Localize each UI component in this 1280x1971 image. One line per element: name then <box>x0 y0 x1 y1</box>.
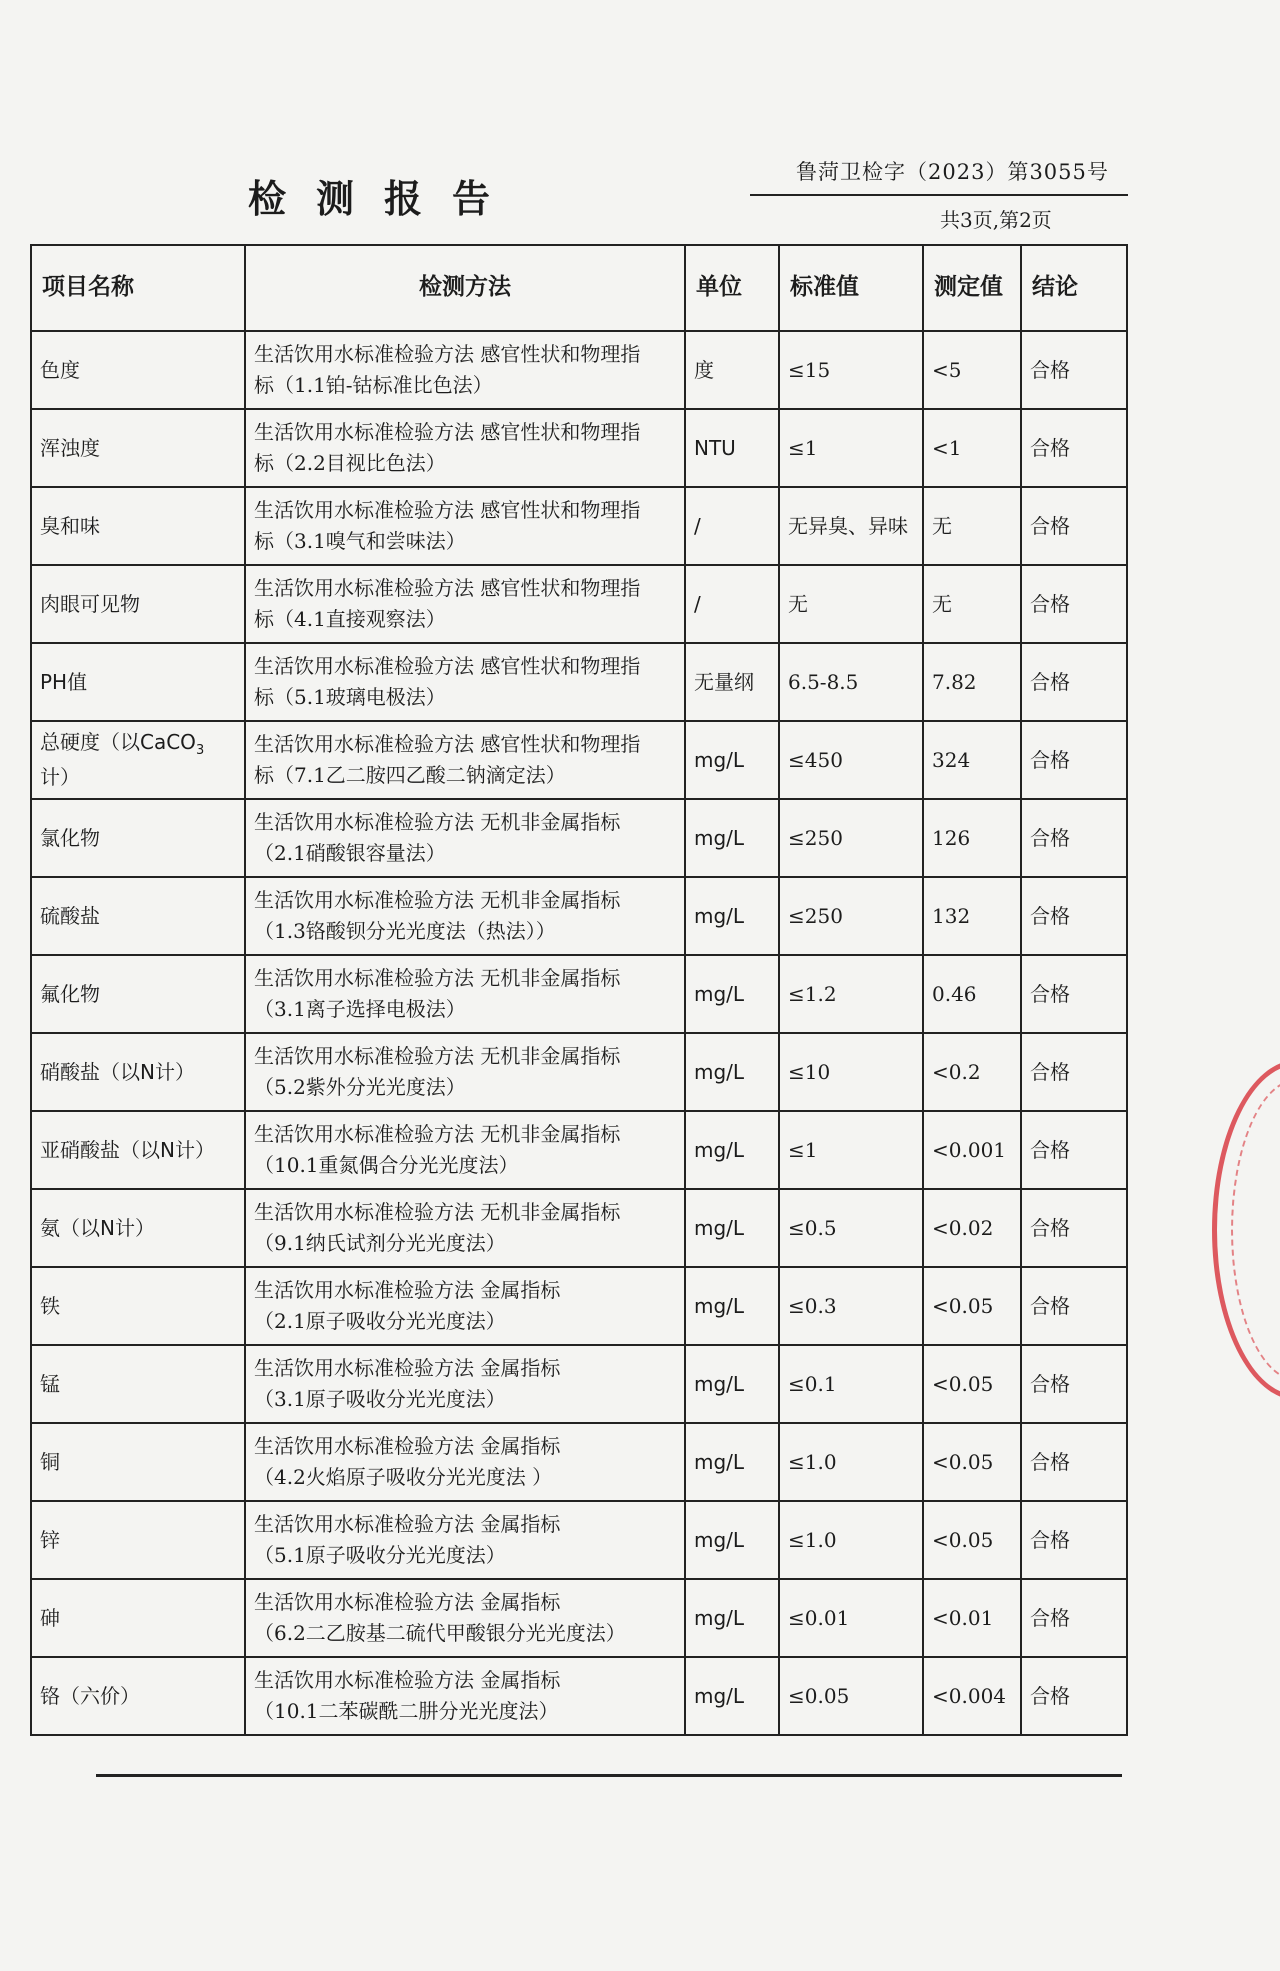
measured-value: <0.2 <box>923 1033 1021 1111</box>
item-name: PH值 <box>31 643 245 721</box>
method-cell <box>245 1423 685 1501</box>
page-indicator: 共3页,第2页 <box>940 208 1052 232</box>
conclusion: 合格 <box>1021 643 1127 721</box>
method-line-2: （6.2二乙胺基二硫代甲酸银分光光度法） <box>254 1621 626 1645</box>
standard-value: ≤250 <box>779 877 923 955</box>
standard-value: ≤0.01 <box>779 1579 923 1657</box>
method-cell <box>245 1657 685 1735</box>
method-line-1: 生活饮用水标准检验方法 金属指标 <box>254 1356 561 1380</box>
item-name: 锰 <box>31 1345 245 1423</box>
method-line-2: 标（4.1直接观察法） <box>254 607 446 631</box>
standard-value: 无 <box>779 565 923 643</box>
table-row <box>31 721 1127 799</box>
item-name: 氨（以N计） <box>31 1189 245 1267</box>
unit: / <box>685 487 779 565</box>
col-header-unit: 单位 <box>685 245 779 331</box>
method-line-1: 生活饮用水标准检验方法 感官性状和物理指 <box>254 654 641 678</box>
measured-value: <0.001 <box>923 1111 1021 1189</box>
method-line-1: 生活饮用水标准检验方法 感官性状和物理指 <box>254 732 641 756</box>
unit: mg/L <box>685 1033 779 1111</box>
method-cell <box>245 1267 685 1345</box>
table-row <box>31 1423 1127 1501</box>
standard-value: ≤0.5 <box>779 1189 923 1267</box>
item-name-prefix: 总硬度（以CaCO <box>40 730 196 755</box>
method-cell <box>245 1111 685 1189</box>
method-cell <box>245 799 685 877</box>
measured-value: 132 <box>923 877 1021 955</box>
method-cell <box>245 643 685 721</box>
seal-inner-ring <box>1231 1079 1280 1381</box>
item-name: 锌 <box>31 1501 245 1579</box>
item-name: 氯化物 <box>31 799 245 877</box>
table-header-row <box>31 245 1127 331</box>
report-title: 检测报告 <box>248 177 521 221</box>
measured-value: <0.05 <box>923 1345 1021 1423</box>
unit: mg/L <box>685 877 779 955</box>
conclusion: 合格 <box>1021 1267 1127 1345</box>
item-name: 铜 <box>31 1423 245 1501</box>
method-line-1: 生活饮用水标准检验方法 感官性状和物理指 <box>254 576 641 600</box>
measured-value: 无 <box>923 487 1021 565</box>
measured-value: <0.004 <box>923 1657 1021 1735</box>
method-cell <box>245 721 685 799</box>
method-line-2: （5.2紫外分光光度法） <box>254 1075 466 1099</box>
standard-value: ≤0.05 <box>779 1657 923 1735</box>
item-name: 臭和味 <box>31 487 245 565</box>
method-line-2: （2.1硝酸银容量法） <box>254 841 446 865</box>
table-row <box>31 1657 1127 1735</box>
col-header-item: 项目名称 <box>31 245 245 331</box>
conclusion: 合格 <box>1021 409 1127 487</box>
measured-value: <0.05 <box>923 1267 1021 1345</box>
item-name: 铁 <box>31 1267 245 1345</box>
unit: 无量纲 <box>685 643 779 721</box>
standard-value: ≤15 <box>779 331 923 409</box>
measured-value: 324 <box>923 721 1021 799</box>
method-line-2: 标（3.1嗅气和尝味法） <box>254 529 466 553</box>
table-row <box>31 1345 1127 1423</box>
conclusion: 合格 <box>1021 721 1127 799</box>
measured-value: 7.82 <box>923 643 1021 721</box>
standard-value: 无异臭、异味 <box>779 487 923 565</box>
table-row <box>31 1267 1127 1345</box>
item-name: 亚硝酸盐（以N计） <box>31 1111 245 1189</box>
standard-value: ≤250 <box>779 799 923 877</box>
method-line-2: （1.3铬酸钡分光光度法（热法）） <box>254 919 556 943</box>
method-cell <box>245 1189 685 1267</box>
method-line-2: 标（7.1乙二胺四乙酸二钠滴定法） <box>254 763 566 787</box>
unit: 度 <box>685 331 779 409</box>
method-line-2: （3.1原子吸收分光光度法） <box>254 1387 506 1411</box>
table-row <box>31 487 1127 565</box>
method-line-2: （5.1原子吸收分光光度法） <box>254 1543 506 1567</box>
table-row <box>31 799 1127 877</box>
table-row <box>31 1501 1127 1579</box>
standard-value: ≤1 <box>779 1111 923 1189</box>
table-row <box>31 1579 1127 1657</box>
method-cell <box>245 1033 685 1111</box>
method-line-1: 生活饮用水标准检验方法 金属指标 <box>254 1668 561 1692</box>
standard-value: ≤450 <box>779 721 923 799</box>
unit: mg/L <box>685 1267 779 1345</box>
conclusion: 合格 <box>1021 877 1127 955</box>
standard-value: ≤0.3 <box>779 1267 923 1345</box>
standard-value: ≤10 <box>779 1033 923 1111</box>
method-line-1: 生活饮用水标准检验方法 金属指标 <box>254 1434 561 1458</box>
unit: mg/L <box>685 1345 779 1423</box>
conclusion: 合格 <box>1021 799 1127 877</box>
measured-value: <0.01 <box>923 1579 1021 1657</box>
unit: mg/L <box>685 1423 779 1501</box>
method-cell <box>245 1345 685 1423</box>
method-line-2: （2.1原子吸收分光光度法） <box>254 1309 506 1333</box>
item-name: 砷 <box>31 1579 245 1657</box>
method-line-1: 生活饮用水标准检验方法 无机非金属指标 <box>254 810 621 834</box>
conclusion: 合格 <box>1021 955 1127 1033</box>
table-row <box>31 955 1127 1033</box>
conclusion: 合格 <box>1021 1111 1127 1189</box>
official-seal <box>1212 1060 1280 1400</box>
unit: mg/L <box>685 955 779 1033</box>
measured-value: <1 <box>923 409 1021 487</box>
unit: mg/L <box>685 1501 779 1579</box>
method-line-2: （4.2火焰原子吸收分光光度法 ） <box>254 1465 553 1489</box>
unit: mg/L <box>685 1111 779 1189</box>
unit: mg/L <box>685 721 779 799</box>
table-row <box>31 643 1127 721</box>
method-line-1: 生活饮用水标准检验方法 金属指标 <box>254 1512 561 1536</box>
table-row <box>31 1033 1127 1111</box>
item-name: 氟化物 <box>31 955 245 1033</box>
standard-value: ≤1.0 <box>779 1423 923 1501</box>
standard-value: ≤1.2 <box>779 955 923 1033</box>
standard-value: ≤1.0 <box>779 1501 923 1579</box>
measured-value: <5 <box>923 331 1021 409</box>
item-name-subscript: 3 <box>195 743 205 759</box>
conclusion: 合格 <box>1021 1345 1127 1423</box>
unit: mg/L <box>685 1657 779 1735</box>
table-row <box>31 409 1127 487</box>
measured-value: <0.02 <box>923 1189 1021 1267</box>
measured-value: 0.46 <box>923 955 1021 1033</box>
conclusion: 合格 <box>1021 1423 1127 1501</box>
item-name: 肉眼可见物 <box>31 565 245 643</box>
item-name: 浑浊度 <box>31 409 245 487</box>
method-cell <box>245 1579 685 1657</box>
item-name: 铬（六价） <box>31 1657 245 1735</box>
method-line-1: 生活饮用水标准检验方法 金属指标 <box>254 1278 561 1302</box>
method-cell <box>245 877 685 955</box>
conclusion: 合格 <box>1021 1579 1127 1657</box>
unit: mg/L <box>685 1579 779 1657</box>
method-cell <box>245 487 685 565</box>
col-header-standard: 标准值 <box>779 245 923 331</box>
method-line-1: 生活饮用水标准检验方法 感官性状和物理指 <box>254 342 641 366</box>
method-line-2: （3.1离子选择电极法） <box>254 997 466 1021</box>
method-line-1: 生活饮用水标准检验方法 感官性状和物理指 <box>254 498 641 522</box>
conclusion: 合格 <box>1021 331 1127 409</box>
results-table <box>30 244 1128 1736</box>
method-line-2: 标（2.2目视比色法） <box>254 451 446 475</box>
method-cell <box>245 565 685 643</box>
measured-value: 无 <box>923 565 1021 643</box>
table-row <box>31 565 1127 643</box>
method-line-2: 标（1.1铂-钴标准比色法） <box>254 373 493 397</box>
col-header-conclusion: 结论 <box>1021 245 1127 331</box>
standard-value: 6.5-8.5 <box>779 643 923 721</box>
item-name: 色度 <box>31 331 245 409</box>
item-name <box>31 721 245 799</box>
footer-divider <box>96 1774 1122 1777</box>
method-line-1: 生活饮用水标准检验方法 无机非金属指标 <box>254 1044 621 1068</box>
item-name: 硫酸盐 <box>31 877 245 955</box>
table-row <box>31 1111 1127 1189</box>
col-header-method: 检测方法 <box>245 245 685 331</box>
conclusion: 合格 <box>1021 1189 1127 1267</box>
item-name: 硝酸盐（以N计） <box>31 1033 245 1111</box>
standard-value: ≤1 <box>779 409 923 487</box>
item-name-suffix: 计） <box>40 764 80 789</box>
header-divider <box>750 194 1128 196</box>
method-line-2: 标（5.1玻璃电极法） <box>254 685 446 709</box>
col-header-measured: 测定值 <box>923 245 1021 331</box>
unit: / <box>685 565 779 643</box>
method-line-1: 生活饮用水标准检验方法 金属指标 <box>254 1590 561 1614</box>
measured-value: <0.05 <box>923 1423 1021 1501</box>
method-line-2: （10.1重氮偶合分光光度法） <box>254 1153 519 1177</box>
conclusion: 合格 <box>1021 1657 1127 1735</box>
table-row <box>31 1189 1127 1267</box>
conclusion: 合格 <box>1021 1033 1127 1111</box>
unit: mg/L <box>685 1189 779 1267</box>
table-row <box>31 331 1127 409</box>
method-line-1: 生活饮用水标准检验方法 无机非金属指标 <box>254 1122 621 1146</box>
method-line-2: （9.1纳氏试剂分光光度法） <box>254 1231 506 1255</box>
method-line-1: 生活饮用水标准检验方法 无机非金属指标 <box>254 1200 621 1224</box>
method-cell <box>245 1501 685 1579</box>
unit: NTU <box>685 409 779 487</box>
method-line-1: 生活饮用水标准检验方法 无机非金属指标 <box>254 888 621 912</box>
conclusion: 合格 <box>1021 565 1127 643</box>
method-cell <box>245 409 685 487</box>
method-line-2: （10.1二苯碳酰二肼分光光度法） <box>254 1699 559 1723</box>
conclusion: 合格 <box>1021 1501 1127 1579</box>
standard-value: ≤0.1 <box>779 1345 923 1423</box>
unit: mg/L <box>685 799 779 877</box>
measured-value: <0.05 <box>923 1501 1021 1579</box>
conclusion: 合格 <box>1021 487 1127 565</box>
method-cell <box>245 331 685 409</box>
report-number: 鲁菏卫检字（2023）第3055号 <box>796 160 1109 184</box>
method-cell <box>245 955 685 1033</box>
method-line-1: 生活饮用水标准检验方法 无机非金属指标 <box>254 966 621 990</box>
table-row <box>31 877 1127 955</box>
method-line-1: 生活饮用水标准检验方法 感官性状和物理指 <box>254 420 641 444</box>
measured-value: 126 <box>923 799 1021 877</box>
